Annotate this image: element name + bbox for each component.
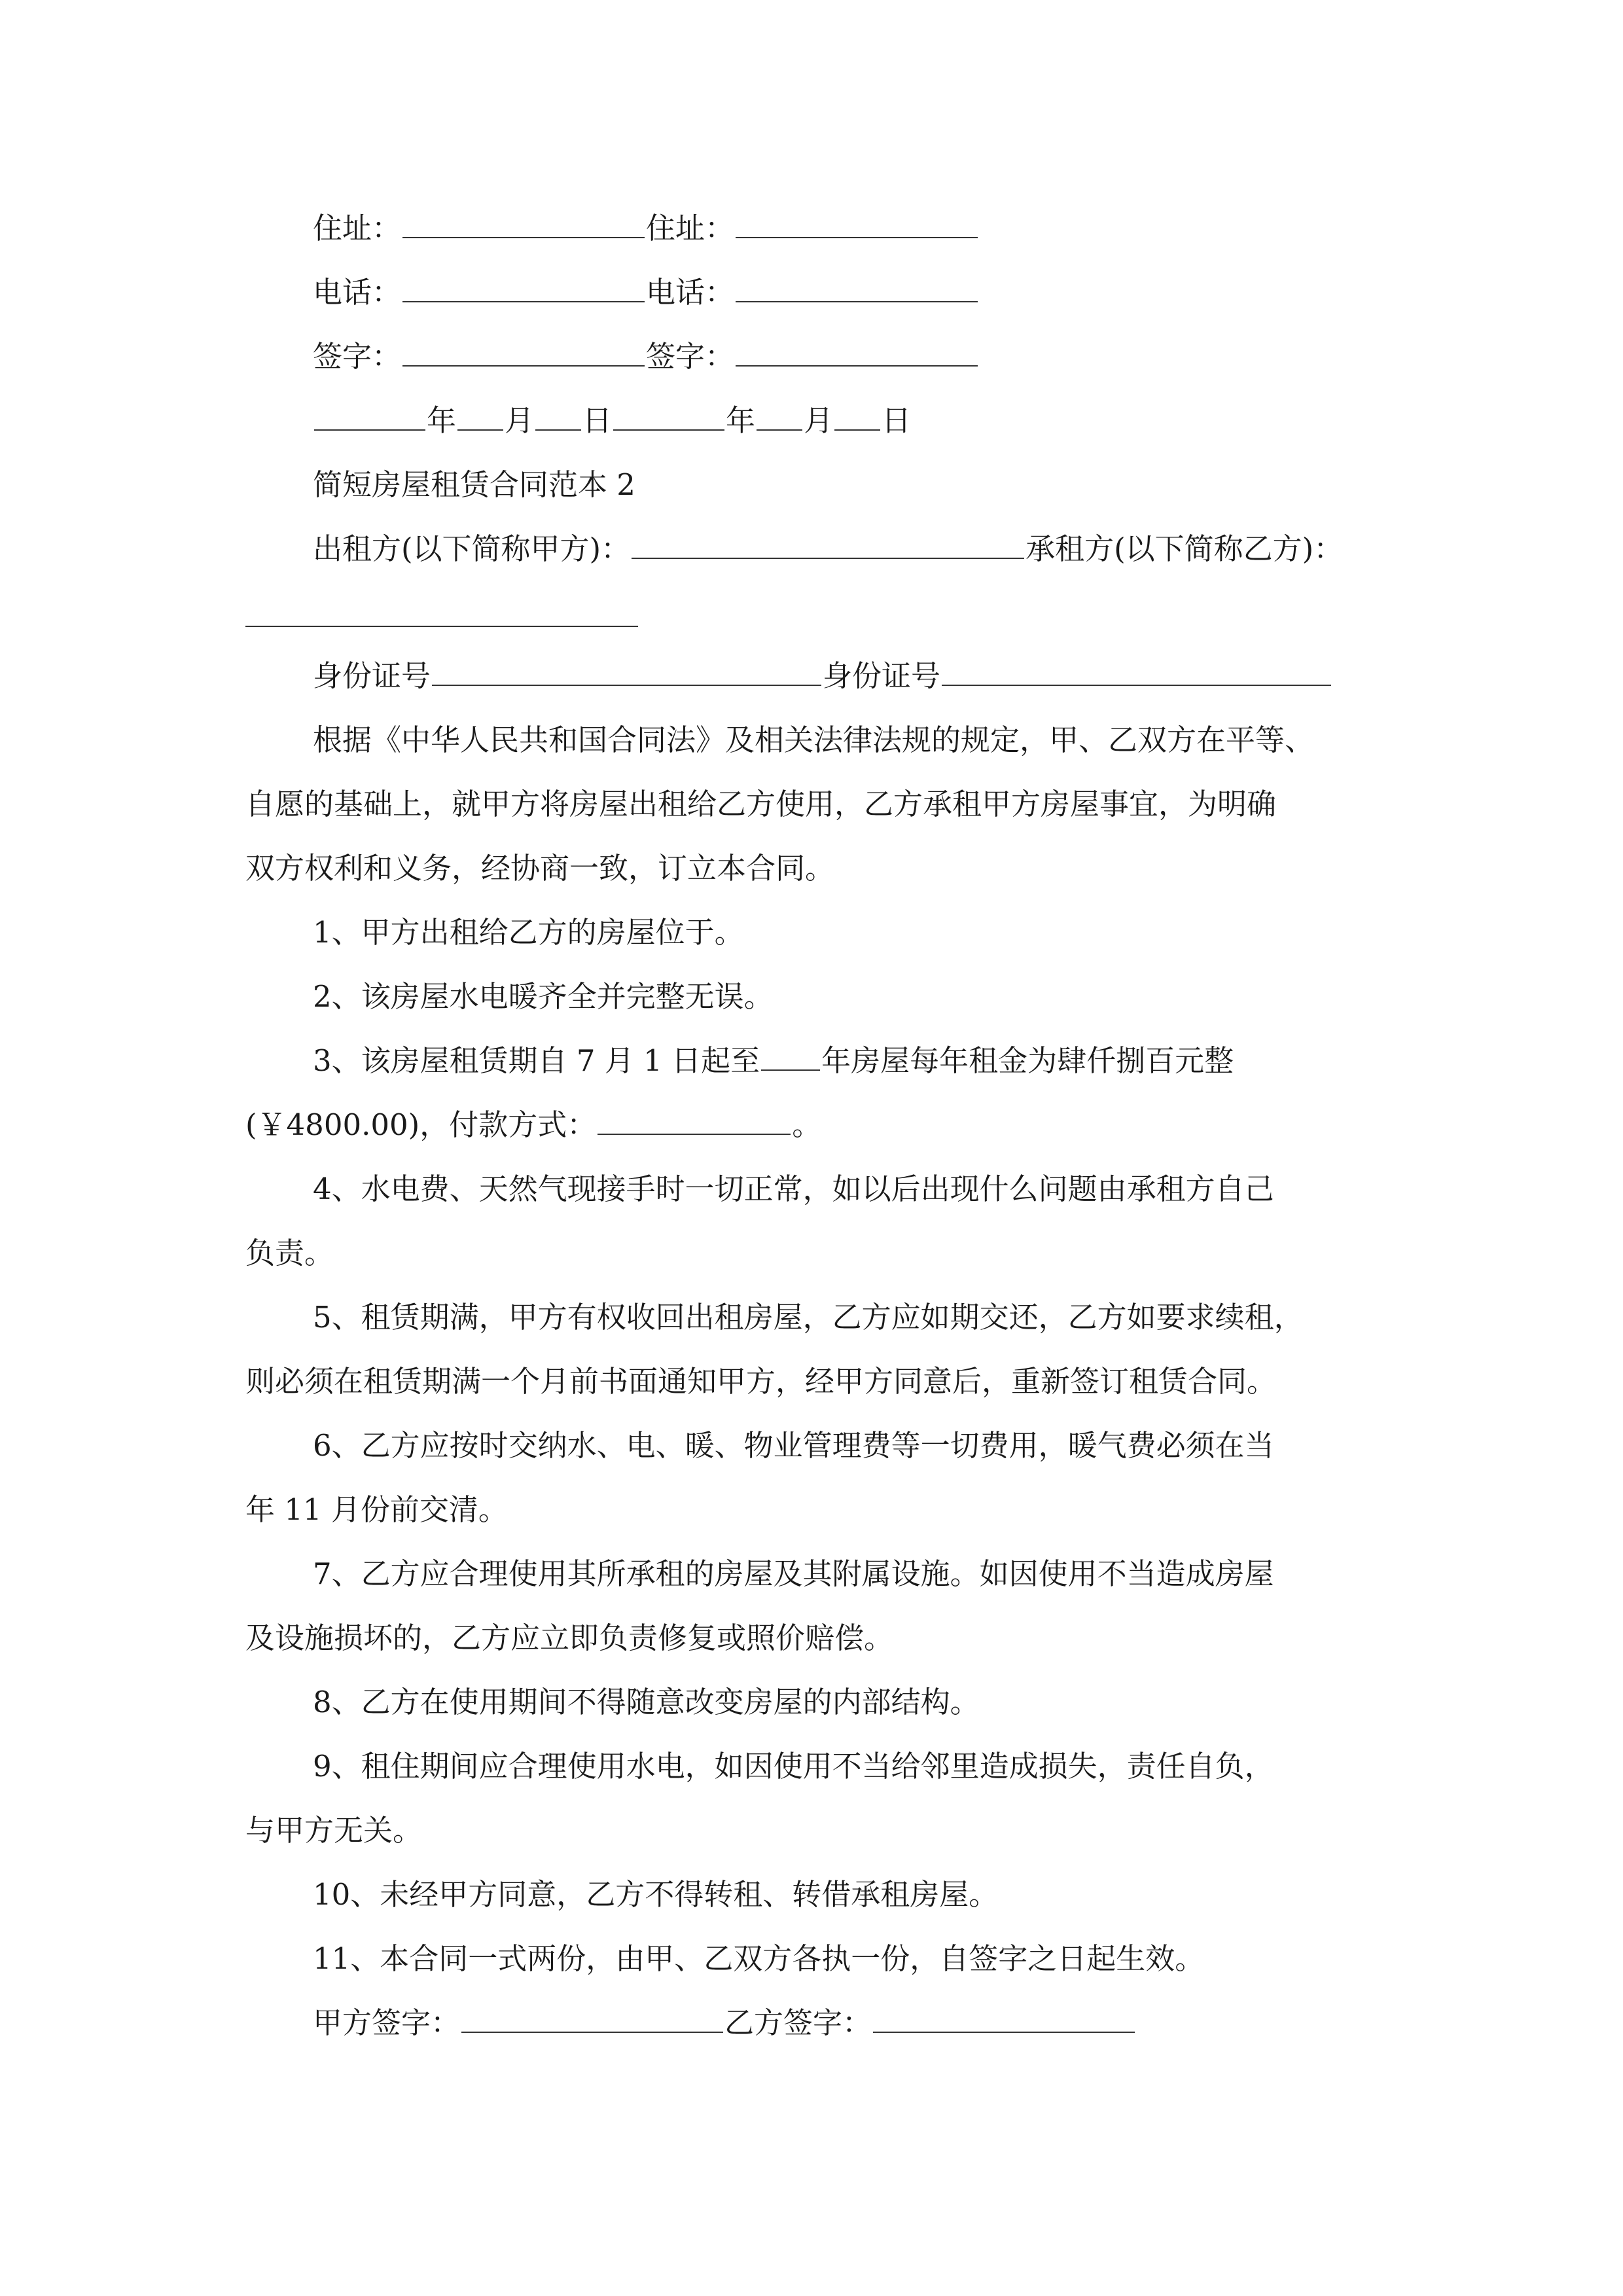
day-blank-b[interactable] <box>834 394 880 431</box>
sign-label-a: 签字： <box>313 339 402 374</box>
date-row <box>245 389 1384 453</box>
month-blank-b[interactable] <box>757 394 802 431</box>
lessee-label: 承租方(以下简称乙方)： <box>1026 531 1344 566</box>
clause-4-line-2: 负责。 <box>245 1236 334 1270</box>
id-label-a: 身份证号 <box>313 658 431 693</box>
month-label-b: 月 <box>804 403 834 438</box>
clause-9-line-2: 与甲方无关。 <box>245 1813 423 1848</box>
sign-blank-b[interactable] <box>736 330 978 367</box>
clause-7-line-1: 7、乙方应合理使用其所承租的房屋及其附属设施。如因使用不当造成房屋 <box>313 1556 1274 1591</box>
clause-5-line-1: 5、租赁期满，甲方有权收回出租房屋，乙方应如期交还，乙方如要求续租， <box>313 1300 1304 1335</box>
id-blank-b[interactable] <box>942 649 1331 686</box>
address-label-b: 住址： <box>646 211 735 245</box>
id-label-b: 身份证号 <box>823 658 941 693</box>
party-a-sign-label: 甲方签字： <box>313 2005 461 2040</box>
address-label-a: 住址： <box>313 211 402 245</box>
clause-8: 8、乙方在使用期间不得随意改变房屋的内部结构。 <box>313 1685 980 1719</box>
clause-11: 11、本合同一式两份，由甲、乙双方各执一份，自签字之日起生效。 <box>313 1941 1205 1976</box>
sign-label-b: 签字： <box>646 339 735 374</box>
day-label-b: 日 <box>882 403 912 438</box>
clause-7-line-2: 及设施损坏的，乙方应立即负责修复或照价赔偿。 <box>245 1621 894 1655</box>
party-b-sign-label: 乙方签字： <box>724 2005 872 2040</box>
id-blank-a[interactable] <box>432 649 821 686</box>
month-blank-a[interactable] <box>457 394 503 431</box>
sign-row <box>245 325 1384 389</box>
clause-6-line-2: 年 11 月份前交清。 <box>245 1492 508 1527</box>
year-blank-b[interactable] <box>613 394 724 431</box>
year-blank-a[interactable] <box>314 394 425 431</box>
clause-1: 1、甲方出租给乙方的房屋位于。 <box>313 915 744 950</box>
final-signature-row <box>245 1991 1384 2055</box>
year-label-a: 年 <box>427 403 457 438</box>
clause-3-text-d: 。 <box>792 1107 822 1142</box>
phone-blank-b[interactable] <box>736 266 978 302</box>
address-blank-b[interactable] <box>736 202 978 238</box>
lessee-blank[interactable] <box>245 626 638 627</box>
end-year-blank[interactable] <box>761 1034 820 1071</box>
payment-method-blank[interactable] <box>597 1098 791 1135</box>
party-a-sign-blank[interactable] <box>461 1996 723 2033</box>
intro-line-3: 双方权利和义务，经协商一致，订立本合同。 <box>245 851 835 886</box>
clause-10: 10、未经甲方同意，乙方不得转租、转借承租房屋。 <box>313 1877 999 1912</box>
clause-3-text-b: 年房屋每年租金为肆仟捌百元整 <box>821 1043 1234 1078</box>
year-label-b: 年 <box>726 403 756 438</box>
phone-label-a: 电话： <box>313 275 402 310</box>
clause-4-line-1: 4、水电费、天然气现接手时一切正常，如以后出现什么问题由承租方自己 <box>313 1172 1274 1206</box>
clause-3-text-c: (￥4800.00)，付款方式： <box>245 1107 597 1142</box>
month-label-a: 月 <box>505 403 535 438</box>
day-blank-a[interactable] <box>535 394 581 431</box>
address-blank-a[interactable] <box>402 202 645 238</box>
clause-6-line-1: 6、乙方应按时交纳水、电、暖、物业管理费等一切费用，暖气费必须在当 <box>313 1428 1274 1463</box>
lessor-blank[interactable] <box>632 522 1024 559</box>
clause-3-text-a: 3、该房屋租赁期自 7 月 1 日起至 <box>313 1043 760 1078</box>
clause-2: 2、该房屋水电暖齐全并完整无误。 <box>313 979 774 1014</box>
intro-line-2: 自愿的基础上，就甲方将房屋出租给乙方使用，乙方承租甲方房屋事宜，为明确 <box>245 787 1277 821</box>
day-label-a: 日 <box>582 403 613 438</box>
party-b-sign-blank[interactable] <box>873 1996 1135 2033</box>
intro-line-1: 根据《中华人民共和国合同法》及相关法律法规的规定，甲、乙双方在平等、 <box>313 723 1315 757</box>
address-row <box>245 196 1384 260</box>
parties-row <box>245 517 1384 581</box>
clause-5-line-2: 则必须在租赁期满一个月前书面通知甲方，经甲方同意后，重新签订租赁合同。 <box>245 1364 1277 1399</box>
lessor-label: 出租方(以下简称甲方)： <box>313 531 631 566</box>
clause-9-line-1: 9、租住期间应合理使用水电，如因使用不当给邻里造成损失，责任自负， <box>313 1749 1274 1784</box>
phone-blank-a[interactable] <box>402 266 645 302</box>
sign-blank-a[interactable] <box>402 330 645 367</box>
section-title: 简短房屋租赁合同范本 2 <box>313 467 635 502</box>
id-row <box>245 644 1384 708</box>
phone-label-b: 电话： <box>646 275 735 310</box>
clause-3-line-2 <box>245 1093 1384 1157</box>
clause-3-line-1 <box>245 1029 1384 1093</box>
phone-row <box>245 260 1384 325</box>
